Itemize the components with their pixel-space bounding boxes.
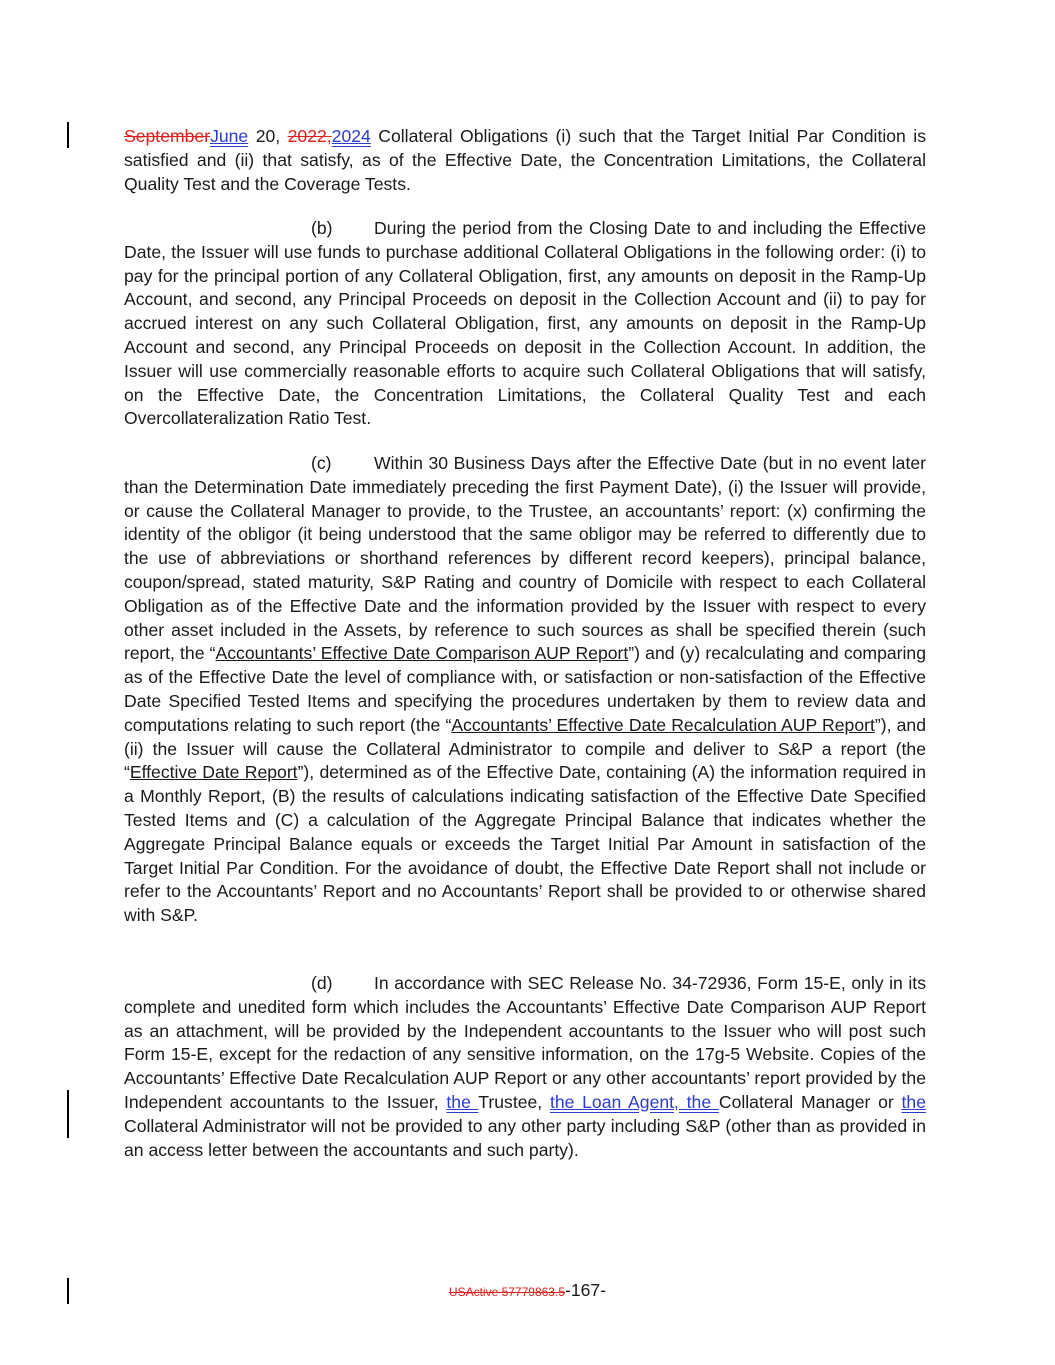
change-bar — [67, 1090, 69, 1138]
paragraph-text: Trustee, — [478, 1091, 550, 1112]
deleted-text: 2022, — [287, 126, 332, 146]
inserted-text: the — [901, 1091, 926, 1112]
paragraph-c — [124, 452, 926, 928]
paragraph-text: During the period from the Closing Date to and including the Effective Date, the Issuer will use funds to purchase additional Collateral Obligations in the following order: (i) to pay for the principal portion of any Collateral Obligation, first, any amounts on deposit in the Ramp-Up Account, and second, any Principal Proceeds on deposit in the Collection Account and (ii) to pay for accrued interest on any such Collateral Obligation, first, any amounts on deposit in the Ramp-Up Account and second, any Principal Proceeds on deposit in the Collection Account. In addition, the Issuer will use commercially reasonable efforts to acquire such Collateral Obligations that will satisfy, on the Effective Date, the Concentration Limitations, the Collateral Quality Test and each Overcollateralization Ratio Test. — [124, 218, 926, 429]
paragraph-text: Collateral Administrator will not be provided to any other party including S&P (other than as provided in an access letter between the accountants and such party). — [124, 1115, 926, 1160]
body-text — [124, 217, 926, 431]
paragraph-label: (b) — [311, 218, 333, 238]
body-text — [124, 972, 926, 1162]
inserted-text: June — [210, 126, 249, 146]
paragraph-d — [124, 972, 926, 1162]
inserted-text: the — [446, 1091, 479, 1112]
change-bar — [67, 122, 69, 148]
paragraph-text: Within 30 Business Days after the Effective Date (but in no event later than the Determination Date immediately preceding the first Payment Date), (i) the Issuer will provide, or cause the Collateral Manager to provide, to the Trustee, an accountants’ report: (x) confirming the identity of the obligor (it being understood that the same obligor may be referred to differently due to the use of abbreviations or shorthand references by different record keepers), principal balance, coupon/spread, stated maturity, S&P Rating and country of Domicile with respect to each Collateral Obligation as of the Effective Date and the information provided by the Issuer with respect to every other asset included in the Assets, by reference to such sources as shall be specified therein (such report, the “ — [124, 453, 926, 664]
defined-term: Effective Date Report — [129, 762, 298, 783]
footer-doc-id: USActive 57779863.5 — [448, 1285, 565, 1299]
page-footer — [0, 1280, 1055, 1301]
paragraph-text: ”), determined as of the Effective Date, containing (A) the information required in a Monthly Report, (B) the results of calculations indicating satisfaction of the Effective Date Specified Tested Items and (C) a calculation of the Aggregate Principal Balance that indicates whether the Aggregate Principal Balance equals or exceeds the Target Initial Par Amount in satisfaction of the Target Initial Par Condition. For the avoidance of doubt, the Effective Date Report shall not include or refer to the Accountants’ Report and no Accountants’ Report shall be provided to or otherwise shared with S&P. — [124, 762, 926, 926]
paragraph-a — [124, 125, 926, 196]
paragraph-text: ”), and (ii) the Issuer will cause the Collateral Administrator to compile and deliver to S&P a report (the “ — [124, 714, 926, 783]
paragraph-b — [124, 217, 926, 431]
paragraph-text: Collateral Manager or — [718, 1091, 902, 1112]
body-text — [124, 452, 926, 928]
paragraph-text: Collateral Obligations (i) such that the Target Initial Par Condition is satisfied and (ii) that satisfy, as of the Effective Date, the Concentration Limitations, the Collateral Quality Test and the Coverage Tests. — [124, 126, 926, 194]
inserted-text: 2024 — [331, 126, 371, 146]
paragraph-text: In accordance with SEC Release No. 34-72936, Form 15-E, only in its complete and unedited form which includes the Accountants’ Effective Date Comparison AUP Report as an attachment, will be provided by the Independent accountants to the Issuer who will post such Form 15-E, except for the redaction of any sensitive information, on the 17g-5 Website. Copies of the Accountants’ Effective Date Recalculation AUP Report or any other accountants’ report provided by the Independent accountants to the Issuer, — [124, 973, 926, 1112]
paragraph-label: (c) — [311, 453, 332, 473]
paragraph-label: (d) — [311, 973, 333, 993]
body-text — [124, 125, 926, 196]
page-number: -167- — [565, 1280, 607, 1300]
deleted-text: September — [124, 126, 211, 146]
defined-term: Accountants’ Effective Date Comparison AUP Report — [215, 643, 629, 664]
paragraph-text: ”) and (y) recalculating and comparing as of the Effective Date the level of compliance with, or satisfaction or non-satisfaction of the Effective Date Specified Tested Items and specifying the procedures undertaken by them to review data and computations relating to such report (the “ — [124, 643, 926, 735]
inserted-text: the Loan Agent, the — [549, 1091, 719, 1112]
paragraph-text: 20, — [248, 126, 288, 146]
defined-term: Accountants’ Effective Date Recalculation AUP Report — [451, 714, 875, 735]
